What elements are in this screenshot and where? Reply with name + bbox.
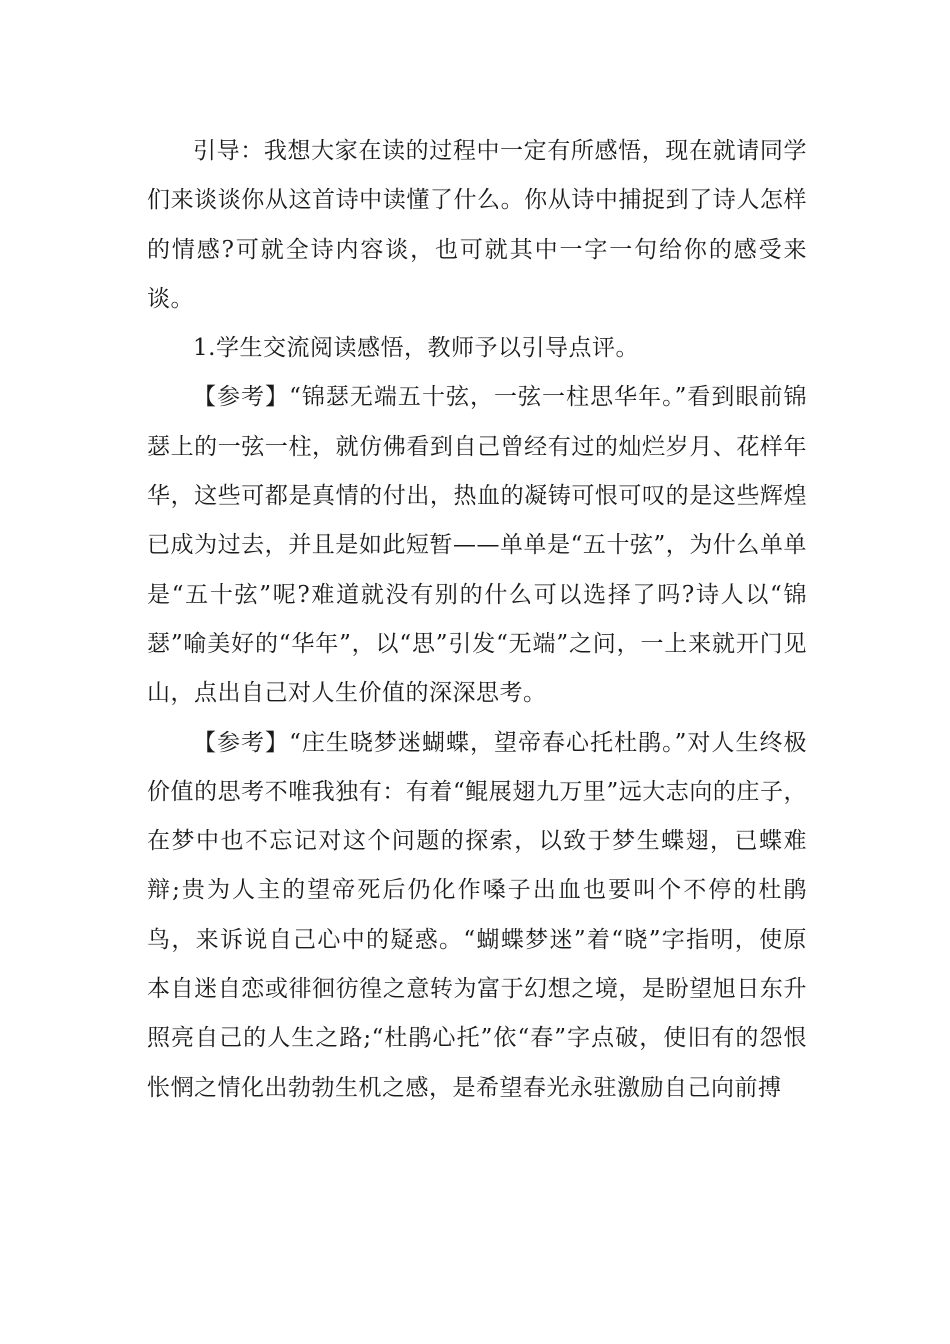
paragraph-reference-2: 【参考】“庄生晓梦迷蝴蝶，望帝春心托杜鹃。”对人生终极价值的思考不唯我独有：有着“鲲展翅九万里”远大志向的庄子，在梦中也不忘记对这个问题的探索，以致于梦生蝶翅，已蝶难辩;贵为人主的望帝死后仍化作嗓子出血也要叫个不停的杜鹃鸟，来诉说自己心中的疑惑。“蝴蝶梦迷”着“晓”字指明，使原本自迷自恋或徘徊彷徨之意转为富于幻想之境，是盼望旭日东升照亮自己的人生之路;“杜鹃心托”依“春”字点破，使旧有的怨恨怅惘之情化出勃勃生机之感，是希望春光永驻激励自己向前搏 bbox=[147, 729, 807, 1101]
paragraph-guide: 引导：我想大家在读的过程中一定有所感悟，现在就请同学们来谈谈你从这首诗中读懂了什么。你从诗中捕捉到了诗人怎样的情感?可就全诗内容谈，也可就其中一字一句给你的感受来谈。 bbox=[147, 138, 807, 312]
paragraph-step-1: 1.学生交流阅读感悟，教师予以引导点评。 bbox=[193, 335, 639, 362]
document-body bbox=[147, 127, 807, 1113]
paragraph-reference-1: 【参考】“锦瑟无端五十弦，一弦一柱思华年。”看到眼前锦瑟上的一弦一柱，就仿佛看到自己曾经有过的灿烂岁月、花样年华，这些可都是真情的付出，热血的凝铸可恨可叹的是这些辉煌已成为过去，并且是如此短暂——单单是“五十弦”，为什么单单是“五十弦”呢?难道就没有别的什么可以选择了吗?诗人以“锦瑟”喻美好的“华年”，以“思”引发“无端”之问，一上来就开门见山，点出自己对人生价值的深深思考。 bbox=[147, 384, 807, 707]
